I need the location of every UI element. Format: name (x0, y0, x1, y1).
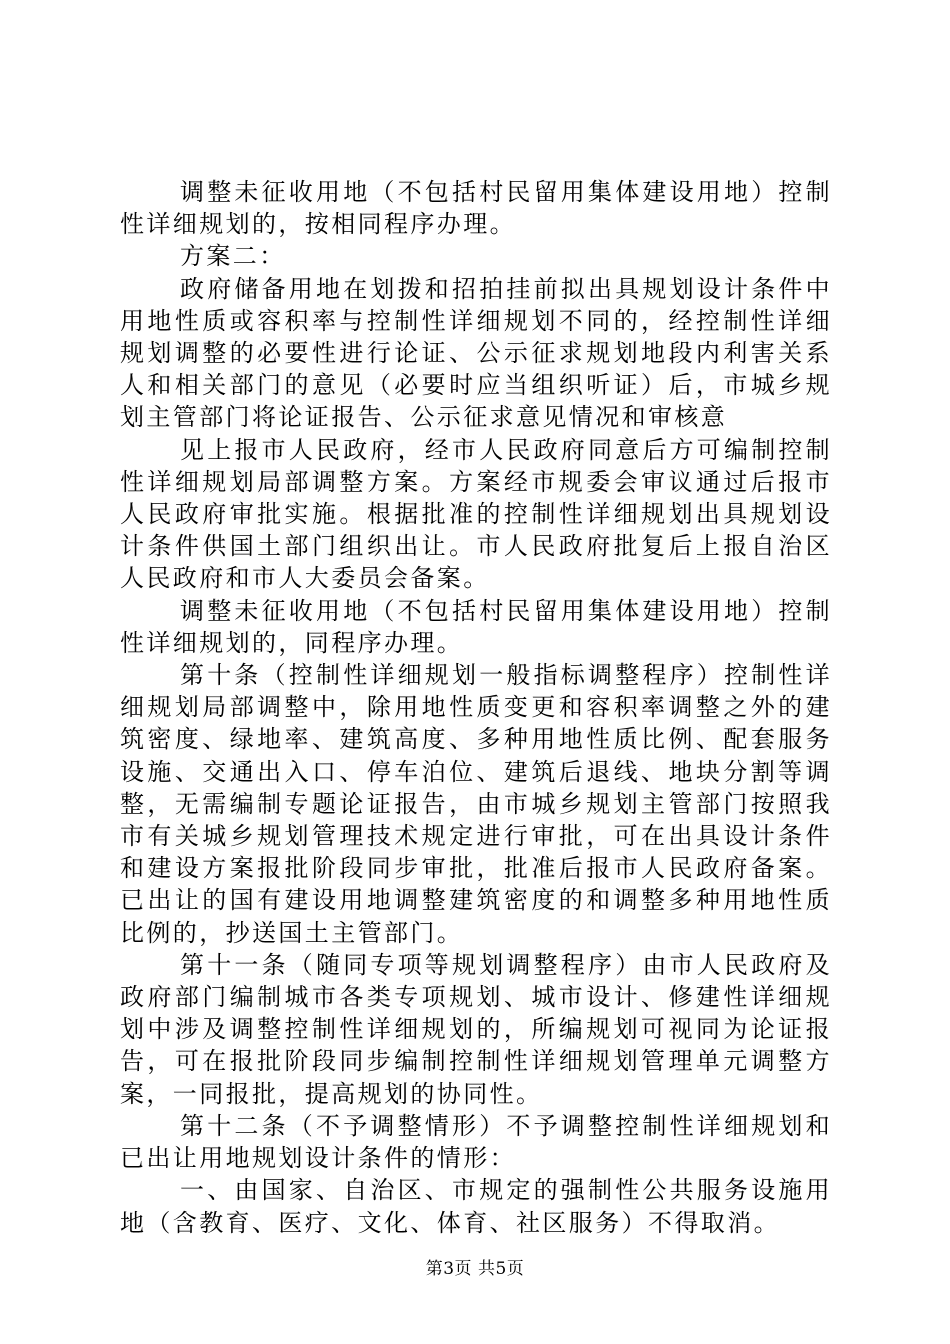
paragraph-7: 第十一条（随同专项等规划调整程序）由市人民政府及政府部门编制城市各类专项规划、城市设计、修建性详细规划中涉及调整控制性详细规划的，所编规划可视同为论证报告，可在报批阶段同步编制控制性详细规划管理单元调整方案，一同报批，提高规划的协同性。 (120, 950, 832, 1108)
paragraph-3: 政府储备用地在划拨和招拍挂前拟出具规划设计条件中用地性质或容积率与控制性详细规划不同的，经控制性详细规划调整的必要性进行论证、公示征求规划地段内利害关系人和相关部门的意见（必要时应当组织听证）后，市城乡规划主管部门将论证报告、公示征求意见情况和审核意 (120, 274, 832, 432)
paragraph-4: 见上报市人民政府，经市人民政府同意后方可编制控制性详细规划局部调整方案。方案经市规委会审议通过后报市人民政府审批实施。根据批准的控制性详细规划出具规划设计条件供国土部门组织出让。市人民政府批复后上报自治区人民政府和市人大委员会备案。 (120, 435, 832, 593)
paragraph-2: 方案二： (180, 242, 286, 271)
paragraph-9: 一、由国家、自治区、市规定的强制性公共服务设施用地（含教育、医疗、文化、体育、社区服务）不得取消。 (120, 1176, 832, 1237)
document-body (120, 176, 832, 1239)
paragraph-5: 调整未征收用地（不包括村民留用集体建设用地）控制性详细规划的，同程序办理。 (120, 596, 832, 657)
paragraph-1: 调整未征收用地（不包括村民留用集体建设用地）控制性详细规划的，按相同程序办理。 (120, 178, 832, 239)
page-number-footer: 第3页 共5页 (425, 1259, 525, 1279)
paragraph-6: 第十条（控制性详细规划一般指标调整程序）控制性详细规划局部调整中，除用地性质变更和容积率调整之外的建筑密度、绿地率、建筑高度、多种用地性质比例、配套服务设施、交通出入口、停车泊位、建筑后退线、地块分割等调整，无需编制专题论证报告，由市城乡规划主管部门按照我市有关城乡规划管理技术规定进行审批，可在出具设计条件和建设方案报批阶段同步审批，批准后报市人民政府备案。已出让的国有建设用地调整建筑密度的和调整多种用地性质比例的，抄送国土主管部门。 (120, 661, 832, 947)
paragraph-8: 第十二条（不予调整情形）不予调整控制性详细规划和已出让用地规划设计条件的情形： (120, 1111, 832, 1173)
